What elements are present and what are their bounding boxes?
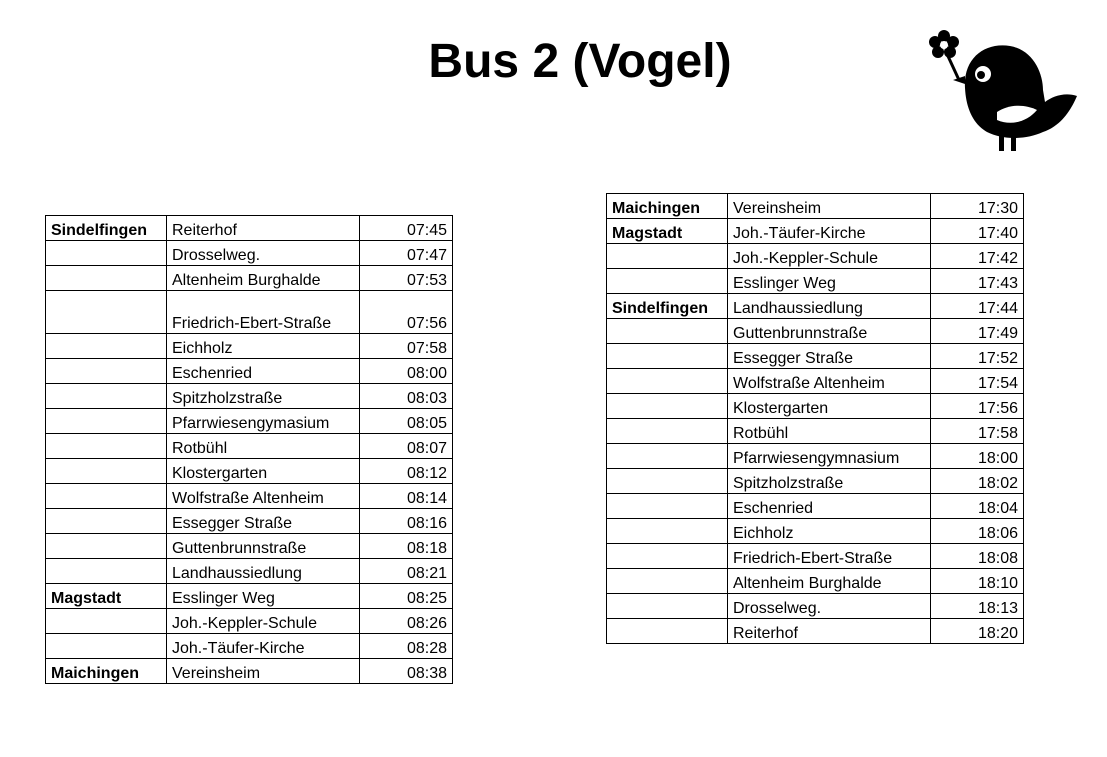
time-cell: 08:21 xyxy=(360,559,453,584)
city-cell xyxy=(46,291,167,334)
stop-cell: Guttenbrunnstraße xyxy=(167,534,360,559)
time-cell: 08:00 xyxy=(360,359,453,384)
stop-cell: Altenheim Burghalde xyxy=(167,266,360,291)
city-cell xyxy=(607,444,728,469)
city-cell xyxy=(607,244,728,269)
stop-cell: Friedrich-Ebert-Straße xyxy=(728,544,931,569)
table-row xyxy=(607,619,1024,644)
time-cell: 17:58 xyxy=(931,419,1024,444)
city-cell xyxy=(46,266,167,291)
stop-cell: Landhaussiedlung xyxy=(728,294,931,319)
time-cell: 07:45 xyxy=(360,216,453,241)
stop-cell: Esslinger Weg xyxy=(728,269,931,294)
stop-cell: Spitzholzstraße xyxy=(167,384,360,409)
time-cell: 08:14 xyxy=(360,484,453,509)
stop-cell: Vereinsheim xyxy=(728,194,931,219)
time-cell: 08:38 xyxy=(360,659,453,684)
city-cell xyxy=(46,434,167,459)
city-cell xyxy=(607,369,728,394)
table-row xyxy=(46,534,453,559)
timetable-morning xyxy=(45,215,453,684)
time-cell: 18:10 xyxy=(931,569,1024,594)
city-cell xyxy=(607,594,728,619)
table-row xyxy=(607,494,1024,519)
stop-cell: Eschenried xyxy=(167,359,360,384)
table-row xyxy=(46,334,453,359)
stop-cell: Wolfstraße Altenheim xyxy=(167,484,360,509)
time-cell: 08:05 xyxy=(360,409,453,434)
stop-cell: Eichholz xyxy=(728,519,931,544)
table-row xyxy=(46,559,453,584)
stop-cell: Reiterhof xyxy=(167,216,360,241)
table-row xyxy=(46,659,453,684)
stop-cell: Joh.-Täufer-Kirche xyxy=(728,219,931,244)
stop-cell: Spitzholzstraße xyxy=(728,469,931,494)
table-row xyxy=(607,369,1024,394)
city-cell xyxy=(607,544,728,569)
table-row xyxy=(607,219,1024,244)
city-cell xyxy=(46,559,167,584)
time-cell: 07:47 xyxy=(360,241,453,266)
time-cell: 17:49 xyxy=(931,319,1024,344)
city-cell xyxy=(46,384,167,409)
stop-cell: Rotbühl xyxy=(167,434,360,459)
time-cell: 18:04 xyxy=(931,494,1024,519)
time-cell: 08:26 xyxy=(360,609,453,634)
time-cell: 08:03 xyxy=(360,384,453,409)
time-cell: 17:56 xyxy=(931,394,1024,419)
table-row xyxy=(607,419,1024,444)
stop-cell: Joh.-Täufer-Kirche xyxy=(167,634,360,659)
table-row xyxy=(46,634,453,659)
table-row xyxy=(607,544,1024,569)
table-row xyxy=(46,409,453,434)
table-row xyxy=(607,319,1024,344)
time-cell: 17:30 xyxy=(931,194,1024,219)
time-cell: 08:12 xyxy=(360,459,453,484)
table-row xyxy=(607,194,1024,219)
time-cell: 18:06 xyxy=(931,519,1024,544)
table-row xyxy=(607,444,1024,469)
city-cell xyxy=(607,419,728,444)
time-cell: 08:07 xyxy=(360,434,453,459)
city-cell xyxy=(46,359,167,384)
time-cell: 17:52 xyxy=(931,344,1024,369)
time-cell: 17:43 xyxy=(931,269,1024,294)
stop-cell: Drosselweg. xyxy=(728,594,931,619)
city-cell xyxy=(46,459,167,484)
city-cell xyxy=(607,494,728,519)
city-cell xyxy=(607,469,728,494)
table-row xyxy=(607,519,1024,544)
stop-cell: Rotbühl xyxy=(728,419,931,444)
time-cell: 07:58 xyxy=(360,334,453,359)
city-cell xyxy=(607,519,728,544)
stop-cell: Altenheim Burghalde xyxy=(728,569,931,594)
stop-cell: Pfarrwiesengymasium xyxy=(167,409,360,434)
city-cell xyxy=(46,609,167,634)
stop-cell: Essegger Straße xyxy=(167,509,360,534)
city-cell: Magstadt xyxy=(607,219,728,244)
stop-cell: Esslinger Weg xyxy=(167,584,360,609)
time-cell: 08:25 xyxy=(360,584,453,609)
stop-cell: Klostergarten xyxy=(167,459,360,484)
table-row xyxy=(607,294,1024,319)
time-cell: 18:20 xyxy=(931,619,1024,644)
table-row xyxy=(46,216,453,241)
city-cell xyxy=(46,409,167,434)
table-row xyxy=(46,484,453,509)
city-cell xyxy=(607,569,728,594)
time-cell: 18:13 xyxy=(931,594,1024,619)
time-cell: 17:54 xyxy=(931,369,1024,394)
stop-cell: Essegger Straße xyxy=(728,344,931,369)
city-cell xyxy=(46,534,167,559)
stop-cell: Wolfstraße Altenheim xyxy=(728,369,931,394)
city-cell xyxy=(46,484,167,509)
city-cell xyxy=(607,394,728,419)
city-cell xyxy=(607,319,728,344)
table-row xyxy=(46,266,453,291)
city-cell: Maichingen xyxy=(607,194,728,219)
city-cell xyxy=(607,619,728,644)
stop-cell: Eichholz xyxy=(167,334,360,359)
time-cell: 17:40 xyxy=(931,219,1024,244)
page-title: Bus 2 (Vogel) xyxy=(428,35,732,88)
stop-cell: Klostergarten xyxy=(728,394,931,419)
city-cell: Magstadt xyxy=(46,584,167,609)
table-row xyxy=(607,344,1024,369)
city-cell xyxy=(607,269,728,294)
stop-cell: Eschenried xyxy=(728,494,931,519)
city-cell xyxy=(46,634,167,659)
time-cell: 07:53 xyxy=(360,266,453,291)
table-row xyxy=(46,384,453,409)
table-row xyxy=(607,594,1024,619)
time-cell: 18:08 xyxy=(931,544,1024,569)
city-cell: Sindelfingen xyxy=(607,294,728,319)
city-cell xyxy=(46,509,167,534)
table-row xyxy=(607,244,1024,269)
timetable-evening xyxy=(606,193,1024,644)
time-cell: 17:42 xyxy=(931,244,1024,269)
table-row xyxy=(46,359,453,384)
city-cell: Maichingen xyxy=(46,659,167,684)
city-cell xyxy=(46,241,167,266)
table-row xyxy=(46,434,453,459)
stop-cell: Vereinsheim xyxy=(167,659,360,684)
bird-with-flower-icon xyxy=(925,28,1080,154)
time-cell: 08:18 xyxy=(360,534,453,559)
table-row xyxy=(46,291,453,334)
stop-cell: Reiterhof xyxy=(728,619,931,644)
table-row xyxy=(46,584,453,609)
time-cell: 07:56 xyxy=(360,291,453,334)
stop-cell: Guttenbrunnstraße xyxy=(728,319,931,344)
table-row xyxy=(46,241,453,266)
time-cell: 18:02 xyxy=(931,469,1024,494)
city-cell: Sindelfingen xyxy=(46,216,167,241)
time-cell: 18:00 xyxy=(931,444,1024,469)
city-cell xyxy=(607,344,728,369)
time-cell: 17:44 xyxy=(931,294,1024,319)
table-row xyxy=(607,394,1024,419)
table-row xyxy=(607,269,1024,294)
stop-cell: Joh.-Keppler-Schule xyxy=(728,244,931,269)
stop-cell: Pfarrwiesengymnasium xyxy=(728,444,931,469)
table-row xyxy=(46,459,453,484)
time-cell: 08:16 xyxy=(360,509,453,534)
stop-cell: Friedrich-Ebert-Straße xyxy=(167,291,360,334)
stop-cell: Landhaussiedlung xyxy=(167,559,360,584)
time-cell: 08:28 xyxy=(360,634,453,659)
stop-cell: Drosselweg. xyxy=(167,241,360,266)
table-row xyxy=(46,609,453,634)
stop-cell: Joh.-Keppler-Schule xyxy=(167,609,360,634)
table-row xyxy=(607,469,1024,494)
table-row xyxy=(607,569,1024,594)
table-row xyxy=(46,509,453,534)
city-cell xyxy=(46,334,167,359)
